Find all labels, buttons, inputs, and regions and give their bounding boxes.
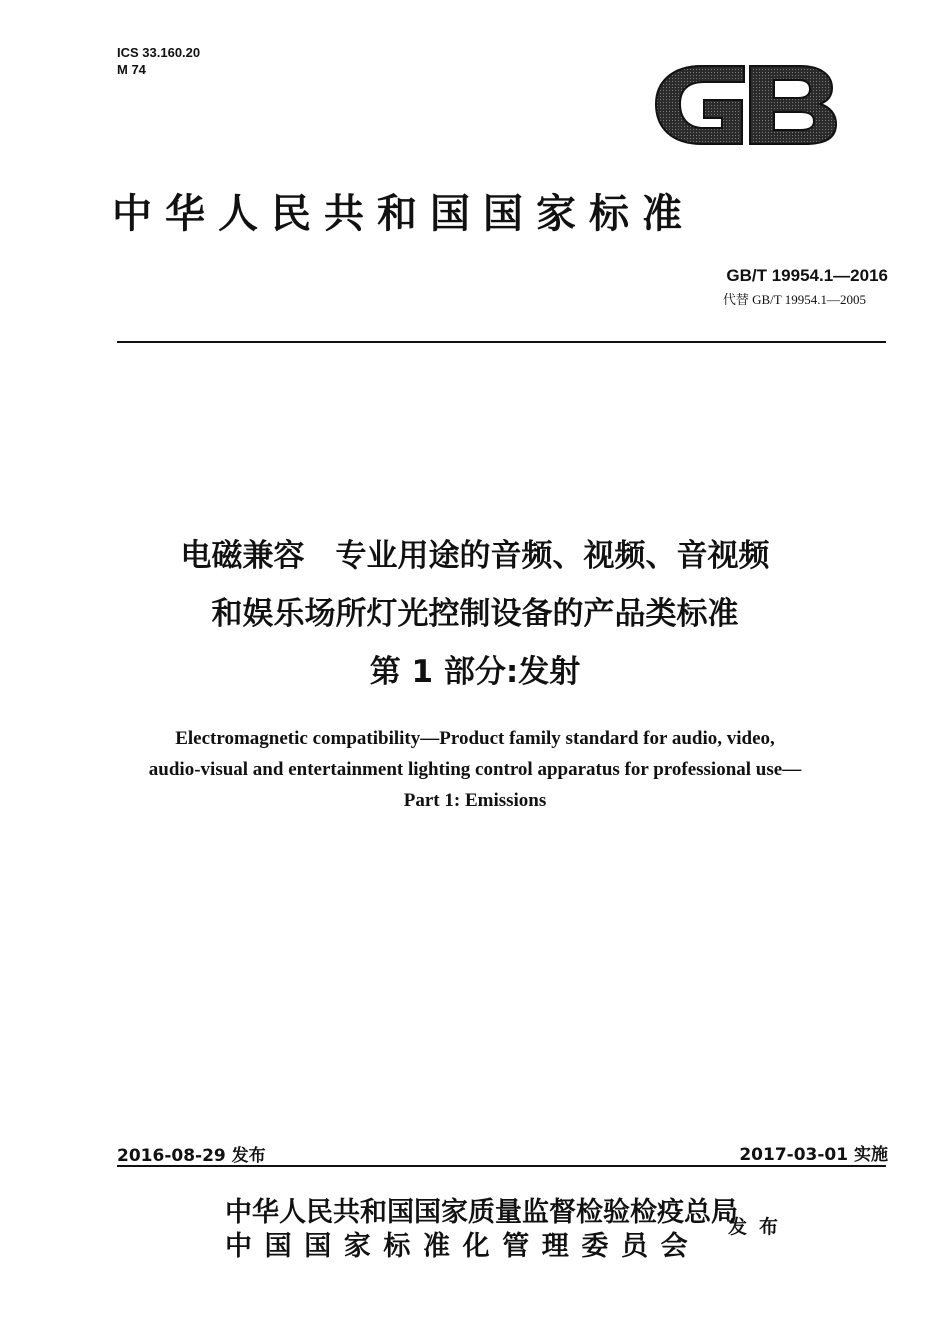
issue-date: 2016-08-29 发布 (117, 1146, 266, 1166)
issuing-authorities (225, 1196, 738, 1264)
standard-replaces: 代替 GB/T 19954.1—2005 (722, 292, 866, 307)
english-title-line-1: Electromagnetic compatibility—Product family standard for audio, video, (175, 728, 775, 749)
class-code: M 74 (117, 62, 146, 77)
publish-label: 发布 (728, 1216, 791, 1238)
implementation-date: 2017-03-01 实施 (739, 1145, 888, 1165)
top-divider (117, 341, 886, 343)
chinese-title (60, 527, 890, 701)
main-title: 中华人民共和国国家标准 (112, 190, 695, 237)
chinese-title-line-1: 电磁兼容 专业用途的音频、视频、音视频 (180, 538, 770, 574)
issuer-line-2: 中国国家标准化管理委员会 (225, 1231, 701, 1262)
chinese-title-line-3: 第 1 部分:发射 (369, 654, 581, 690)
english-title (60, 723, 890, 816)
ics-code: ICS 33.160.20 (117, 45, 201, 60)
standard-number: GB/T 19954.1—2016 (726, 266, 888, 285)
bottom-divider (117, 1165, 886, 1167)
issuer-line-1: 中华人民共和国国家质量监督检验检疫总局 (225, 1197, 738, 1228)
english-title-line-3: Part 1: Emissions (403, 790, 547, 811)
chinese-title-line-2: 和娱乐场所灯光控制设备的产品类标准 (211, 596, 739, 632)
english-title-line-2: audio-visual and entertainment lighting control apparatus for professional use— (148, 759, 802, 780)
classification-codes (117, 44, 200, 78)
gb-logo (650, 56, 840, 152)
